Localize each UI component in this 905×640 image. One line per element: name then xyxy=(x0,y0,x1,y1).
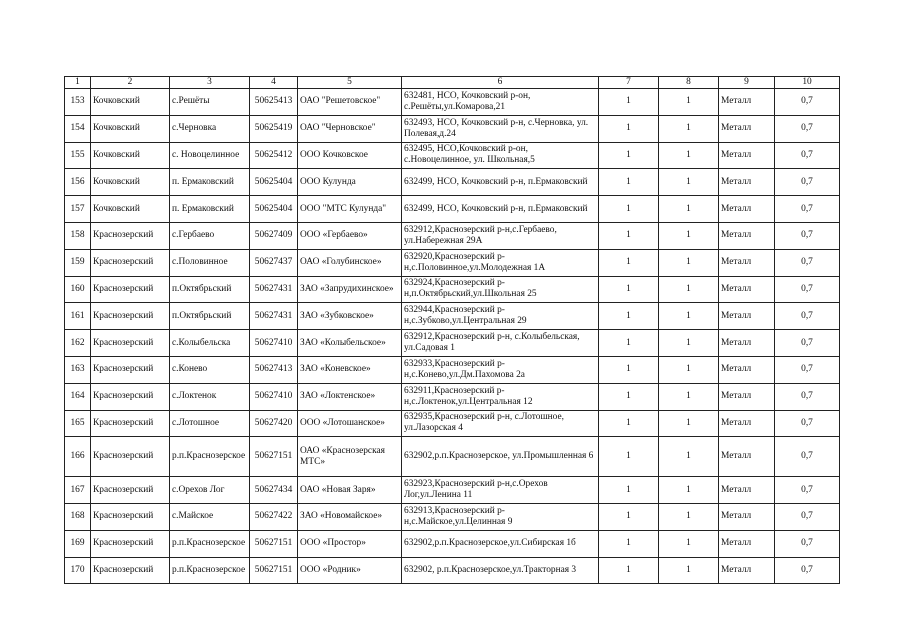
column-7-cell: 1 xyxy=(599,437,659,477)
locality-cell: с.Колыбельска xyxy=(170,330,250,357)
row-number-cell: 161 xyxy=(65,303,91,330)
table-row xyxy=(65,477,840,504)
district-cell: Краснозерский xyxy=(91,330,170,357)
column-10-cell: 0,7 xyxy=(775,115,840,142)
table-row xyxy=(65,383,840,410)
column-10-cell: 0,7 xyxy=(775,142,840,169)
code-cell: 50627151 xyxy=(250,437,298,477)
row-number-cell: 158 xyxy=(65,222,91,249)
address-cell: 632923,Краснозерский р-н,с.Орехов Лог,ул.Ленина 11 xyxy=(402,477,599,504)
organization-cell: ОАО "Решетовское" xyxy=(298,89,402,116)
column-10-cell: 0,7 xyxy=(775,557,840,584)
column-8-cell: 1 xyxy=(659,477,719,504)
table-row xyxy=(65,169,840,196)
address-cell: 632933,Краснозерский р-н,с.Конево,ул.Дм.Пахомова 2а xyxy=(402,356,599,383)
address-cell: 632913,Краснозерский р-н,с.Майское,ул.Целинная 9 xyxy=(402,503,599,530)
address-cell: 632499, НСО, Кочковский р-н, п.Ермаковский xyxy=(402,196,599,223)
row-number-cell: 159 xyxy=(65,249,91,276)
organization-cell: ООО «Лотошанское» xyxy=(298,410,402,437)
organization-cell: ОАО «Краснозерская МТС» xyxy=(298,437,402,477)
district-cell: Краснозерский xyxy=(91,249,170,276)
code-cell: 50625404 xyxy=(250,196,298,223)
column-7-cell: 1 xyxy=(599,330,659,357)
locality-cell: р.п.Краснозерское xyxy=(170,530,250,557)
column-7-cell: 1 xyxy=(599,410,659,437)
material-cell: Металл xyxy=(719,249,775,276)
column-8-cell: 1 xyxy=(659,356,719,383)
address-cell: 632924,Краснозерский р-н,п.Октябрьский,ул.Школьная 25 xyxy=(402,276,599,303)
code-cell: 50627410 xyxy=(250,383,298,410)
locality-cell: с.Черновка xyxy=(170,115,250,142)
row-number-cell: 162 xyxy=(65,330,91,357)
table-row xyxy=(65,89,840,116)
column-8-cell: 1 xyxy=(659,249,719,276)
column-8-cell: 1 xyxy=(659,330,719,357)
address-cell: 632495, НСО,Кочковский р-он, с.Новоцелинное, ул. Школьная,5 xyxy=(402,142,599,169)
code-cell: 50627420 xyxy=(250,410,298,437)
column-10-cell: 0,7 xyxy=(775,530,840,557)
code-cell: 50627409 xyxy=(250,222,298,249)
column-8-cell: 1 xyxy=(659,303,719,330)
column-7-cell: 1 xyxy=(599,142,659,169)
locality-cell: с.Орехов Лог xyxy=(170,477,250,504)
table-row xyxy=(65,115,840,142)
column-10-cell: 0,7 xyxy=(775,356,840,383)
locality-cell: п. Ермаковский xyxy=(170,196,250,223)
district-cell: Кочковский xyxy=(91,196,170,223)
material-cell: Металл xyxy=(719,477,775,504)
locality-cell: с.Лотошное xyxy=(170,410,250,437)
locality-cell: с.Майское xyxy=(170,503,250,530)
code-cell: 50627422 xyxy=(250,503,298,530)
organization-cell: ООО «Гербаево» xyxy=(298,222,402,249)
code-cell: 50627413 xyxy=(250,356,298,383)
table-row xyxy=(65,557,840,584)
organization-cell: ЗАО «Коневское» xyxy=(298,356,402,383)
column-7-cell: 1 xyxy=(599,503,659,530)
material-cell: Металл xyxy=(719,437,775,477)
column-7-cell: 1 xyxy=(599,115,659,142)
table-body xyxy=(65,77,840,584)
organization-cell: ЗАО «Зубковское» xyxy=(298,303,402,330)
row-number-cell: 166 xyxy=(65,437,91,477)
row-number-cell: 164 xyxy=(65,383,91,410)
registry-table xyxy=(64,76,840,584)
locality-cell: с.Гербаево xyxy=(170,222,250,249)
column-10-cell: 0,7 xyxy=(775,276,840,303)
table-row xyxy=(65,503,840,530)
district-cell: Краснозерский xyxy=(91,356,170,383)
column-7-cell: 1 xyxy=(599,249,659,276)
code-cell: 50627431 xyxy=(250,303,298,330)
material-cell: Металл xyxy=(719,196,775,223)
locality-cell: с.Локтенок xyxy=(170,383,250,410)
organization-cell: ОАО «Голубинское» xyxy=(298,249,402,276)
address-cell: 632944,Краснозерский р-н,с.Зубково,ул.Центральная 29 xyxy=(402,303,599,330)
address-cell: 632902, р.п.Краснозерское,ул.Тракторная 3 xyxy=(402,557,599,584)
column-10-cell: 0,7 xyxy=(775,249,840,276)
header-cell: 2 xyxy=(91,77,170,89)
column-10-cell: 0,7 xyxy=(775,169,840,196)
district-cell: Краснозерский xyxy=(91,557,170,584)
header-cell: 8 xyxy=(659,77,719,89)
header-cell: 5 xyxy=(298,77,402,89)
column-8-cell: 1 xyxy=(659,115,719,142)
column-7-cell: 1 xyxy=(599,383,659,410)
organization-cell: ЗАО «Запрудихинское» xyxy=(298,276,402,303)
column-8-cell: 1 xyxy=(659,169,719,196)
column-7-cell: 1 xyxy=(599,222,659,249)
material-cell: Металл xyxy=(719,276,775,303)
column-7-cell: 1 xyxy=(599,356,659,383)
organization-cell: ООО «Простор» xyxy=(298,530,402,557)
row-number-cell: 155 xyxy=(65,142,91,169)
column-10-cell: 0,7 xyxy=(775,477,840,504)
code-cell: 50625419 xyxy=(250,115,298,142)
district-cell: Кочковский xyxy=(91,115,170,142)
material-cell: Металл xyxy=(719,115,775,142)
column-8-cell: 1 xyxy=(659,196,719,223)
district-cell: Краснозерский xyxy=(91,383,170,410)
district-cell: Краснозерский xyxy=(91,477,170,504)
column-10-cell: 0,7 xyxy=(775,330,840,357)
code-cell: 50627437 xyxy=(250,249,298,276)
district-cell: Краснозерский xyxy=(91,530,170,557)
row-number-cell: 168 xyxy=(65,503,91,530)
column-8-cell: 1 xyxy=(659,530,719,557)
material-cell: Металл xyxy=(719,503,775,530)
organization-cell: ЗАО «Новомайское» xyxy=(298,503,402,530)
organization-cell: ООО "МТС Кулунда" xyxy=(298,196,402,223)
material-cell: Металл xyxy=(719,330,775,357)
district-cell: Кочковский xyxy=(91,142,170,169)
column-10-cell: 0,7 xyxy=(775,503,840,530)
address-cell: 632912,Краснозерский р-н, с.Колыбельская, ул.Садовая 1 xyxy=(402,330,599,357)
row-number-cell: 156 xyxy=(65,169,91,196)
table-row xyxy=(65,410,840,437)
column-7-cell: 1 xyxy=(599,303,659,330)
table-row xyxy=(65,530,840,557)
address-cell: 632935,Краснозерский р-н, с.Лотошное, ул.Лазорская 4 xyxy=(402,410,599,437)
row-number-cell: 163 xyxy=(65,356,91,383)
row-number-cell: 154 xyxy=(65,115,91,142)
material-cell: Металл xyxy=(719,169,775,196)
header-cell: 7 xyxy=(599,77,659,89)
material-cell: Металл xyxy=(719,89,775,116)
column-10-cell: 0,7 xyxy=(775,383,840,410)
column-8-cell: 1 xyxy=(659,410,719,437)
district-cell: Краснозерский xyxy=(91,303,170,330)
header-cell: 1 xyxy=(65,77,91,89)
header-cell: 4 xyxy=(250,77,298,89)
row-number-cell: 169 xyxy=(65,530,91,557)
header-cell: 3 xyxy=(170,77,250,89)
code-cell: 50627431 xyxy=(250,276,298,303)
column-7-cell: 1 xyxy=(599,276,659,303)
column-7-cell: 1 xyxy=(599,89,659,116)
address-cell: 632902,р.п.Краснозерское,ул.Сибирская 1б xyxy=(402,530,599,557)
locality-cell: с.Решёты xyxy=(170,89,250,116)
address-cell: 632920,Краснозерский р-н,с.Половинное,ул.Молодежная 1А xyxy=(402,249,599,276)
table-row xyxy=(65,196,840,223)
column-10-cell: 0,7 xyxy=(775,89,840,116)
code-cell: 50625412 xyxy=(250,142,298,169)
table-row xyxy=(65,330,840,357)
header-cell: 6 xyxy=(402,77,599,89)
address-cell: 632912,Краснозерский р-н,с.Гербаево, ул.Набережная 29А xyxy=(402,222,599,249)
table-row xyxy=(65,356,840,383)
column-8-cell: 1 xyxy=(659,383,719,410)
column-10-cell: 0,7 xyxy=(775,222,840,249)
locality-cell: с. Новоцелинное xyxy=(170,142,250,169)
organization-cell: ЗАО «Колыбельское» xyxy=(298,330,402,357)
column-10-cell: 0,7 xyxy=(775,303,840,330)
district-cell: Краснозерский xyxy=(91,222,170,249)
column-10-cell: 0,7 xyxy=(775,437,840,477)
header-cell: 10 xyxy=(775,77,840,89)
material-cell: Металл xyxy=(719,410,775,437)
table-row xyxy=(65,437,840,477)
column-8-cell: 1 xyxy=(659,142,719,169)
locality-cell: п. Ермаковский xyxy=(170,169,250,196)
material-cell: Металл xyxy=(719,383,775,410)
material-cell: Металл xyxy=(719,303,775,330)
column-8-cell: 1 xyxy=(659,276,719,303)
district-cell: Краснозерский xyxy=(91,276,170,303)
code-cell: 50627434 xyxy=(250,477,298,504)
column-10-cell: 0,7 xyxy=(775,410,840,437)
district-cell: Краснозерский xyxy=(91,503,170,530)
code-cell: 50627151 xyxy=(250,557,298,584)
material-cell: Металл xyxy=(719,530,775,557)
code-cell: 50627410 xyxy=(250,330,298,357)
column-8-cell: 1 xyxy=(659,557,719,584)
column-7-cell: 1 xyxy=(599,557,659,584)
organization-cell: ЗАО «Локтенское» xyxy=(298,383,402,410)
organization-cell: ООО Кулунда xyxy=(298,169,402,196)
address-cell: 632493, НСО, Кочковский р-н, с.Черновка, ул. Полевая,д.24 xyxy=(402,115,599,142)
locality-cell: п.Октябрьский xyxy=(170,276,250,303)
column-7-cell: 1 xyxy=(599,477,659,504)
material-cell: Металл xyxy=(719,222,775,249)
column-8-cell: 1 xyxy=(659,437,719,477)
organization-cell: ООО «Родник» xyxy=(298,557,402,584)
table-row xyxy=(65,222,840,249)
row-number-cell: 157 xyxy=(65,196,91,223)
locality-cell: р.п.Краснозерское xyxy=(170,437,250,477)
address-cell: 632481, НСО, Кочковский р-он, с.Решёты,ул.Комарова,21 xyxy=(402,89,599,116)
column-8-cell: 1 xyxy=(659,222,719,249)
column-7-cell: 1 xyxy=(599,530,659,557)
column-7-cell: 1 xyxy=(599,196,659,223)
address-cell: 632902,р.п.Краснозерское, ул.Промышленная 6 xyxy=(402,437,599,477)
address-cell: 632911,Краснозерский р-н,с.Локтенок,ул.Центральная 12 xyxy=(402,383,599,410)
column-8-cell: 1 xyxy=(659,503,719,530)
column-10-cell: 0,7 xyxy=(775,196,840,223)
locality-cell: с.Конево xyxy=(170,356,250,383)
district-cell: Краснозерский xyxy=(91,410,170,437)
table-row xyxy=(65,276,840,303)
table-row xyxy=(65,249,840,276)
locality-cell: р.п.Краснозерское xyxy=(170,557,250,584)
column-8-cell: 1 xyxy=(659,89,719,116)
district-cell: Краснозерский xyxy=(91,437,170,477)
row-number-cell: 167 xyxy=(65,477,91,504)
code-cell: 50625413 xyxy=(250,89,298,116)
row-number-cell: 170 xyxy=(65,557,91,584)
row-number-cell: 160 xyxy=(65,276,91,303)
district-cell: Кочковский xyxy=(91,169,170,196)
organization-cell: ООО Кочковское xyxy=(298,142,402,169)
locality-cell: с.Половинное xyxy=(170,249,250,276)
organization-cell: ОАО "Черновское" xyxy=(298,115,402,142)
header-row xyxy=(65,77,840,89)
material-cell: Металл xyxy=(719,142,775,169)
table-row xyxy=(65,303,840,330)
address-cell: 632499, НСО, Кочковский р-н, п.Ермаковский xyxy=(402,169,599,196)
row-number-cell: 165 xyxy=(65,410,91,437)
district-cell: Кочковский xyxy=(91,89,170,116)
material-cell: Металл xyxy=(719,356,775,383)
code-cell: 50627151 xyxy=(250,530,298,557)
table-row xyxy=(65,142,840,169)
code-cell: 50625404 xyxy=(250,169,298,196)
row-number-cell: 153 xyxy=(65,89,91,116)
header-cell: 9 xyxy=(719,77,775,89)
material-cell: Металл xyxy=(719,557,775,584)
column-7-cell: 1 xyxy=(599,169,659,196)
locality-cell: п.Октябрьский xyxy=(170,303,250,330)
organization-cell: ОАО «Новая Заря» xyxy=(298,477,402,504)
